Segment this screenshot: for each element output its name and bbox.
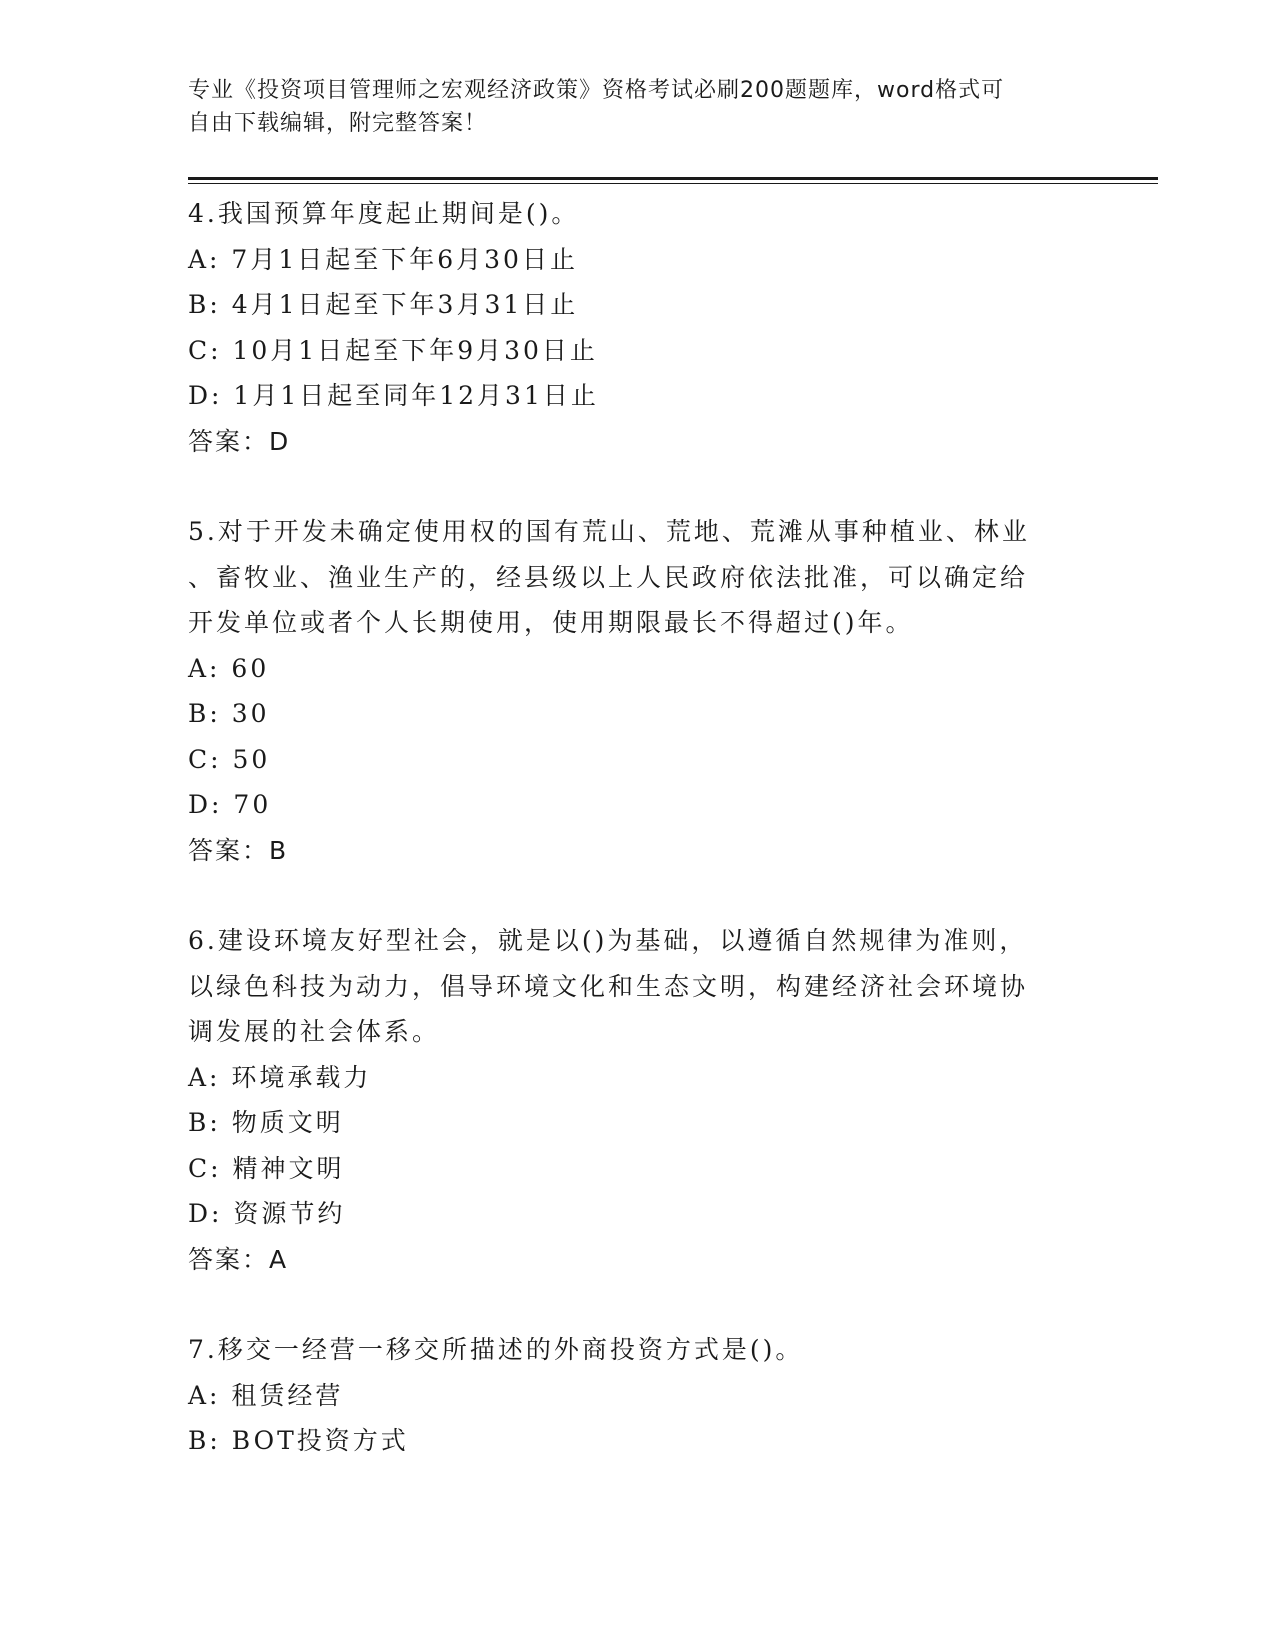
question-stem-line-3: 调发展的社会体系。	[188, 1017, 441, 1046]
option-b: B: 物质文明	[188, 1108, 344, 1137]
option-b: B: 4月1日起至下年3月31日止	[188, 290, 579, 319]
question-stem: 7.移交一经营一移交所描述的外商投资方式是()。	[188, 1335, 804, 1364]
question-4	[188, 191, 1068, 464]
header-line-1: 专业《投资项目管理师之宏观经济政策》资格考试必刷200题题库，word格式可	[188, 78, 1005, 103]
option-c: C: 精神文明	[188, 1153, 345, 1183]
option-c: C: 50	[188, 744, 271, 774]
option-d: D: 资源节约	[188, 1199, 346, 1228]
answer-label: 答案：B	[188, 835, 289, 865]
document-header	[188, 74, 1068, 140]
header-line-2: 自由下载编辑，附完整答案！	[188, 111, 488, 136]
question-list	[188, 191, 1068, 1464]
question-spacer	[188, 464, 1068, 509]
option-b: B: BOT投资方式	[188, 1426, 409, 1455]
question-6	[188, 918, 1068, 1282]
option-b: B: 30	[188, 699, 270, 728]
question-stem-line-2: 、畜牧业、渔业生产的，经县级以上人民政府依法批准，可以确定给	[188, 562, 1029, 592]
question-stem-line-1: 5.对于开发未确定使用权的国有荒山、荒地、荒滩从事种植业、林业	[188, 517, 1030, 546]
answer-label: 答案：A	[188, 1244, 289, 1274]
question-spacer	[188, 873, 1068, 918]
question-7	[188, 1327, 1068, 1464]
option-a: A: 环境承载力	[188, 1062, 372, 1092]
question-5	[188, 509, 1068, 873]
option-a: A: 租赁经营	[188, 1380, 344, 1410]
question-stem-line-2: 以绿色科技为动力，倡导环境文化和生态文明，构建经济社会环境协	[188, 971, 1029, 1001]
question-stem: 4.我国预算年度起止期间是()。	[188, 199, 580, 228]
option-a: A: 7月1日起至下年6月30日止	[188, 244, 578, 274]
header-divider-thin	[188, 183, 1158, 184]
question-stem-line-3: 开发单位或者个人长期使用，使用期限最长不得超过()年。	[188, 608, 914, 637]
question-spacer	[188, 1282, 1068, 1327]
question-stem-line-1: 6.建设环境友好型社会，就是以()为基础，以遵循自然规律为准则，	[188, 926, 1028, 955]
option-a: A: 60	[188, 653, 270, 683]
option-d: D: 70	[188, 790, 272, 819]
answer-label: 答案：D	[188, 426, 291, 456]
option-d: D: 1月1日起至同年12月31日止	[188, 381, 599, 410]
option-c: C: 10月1日起至下年9月30日止	[188, 335, 598, 365]
header-divider-thick	[188, 177, 1158, 180]
